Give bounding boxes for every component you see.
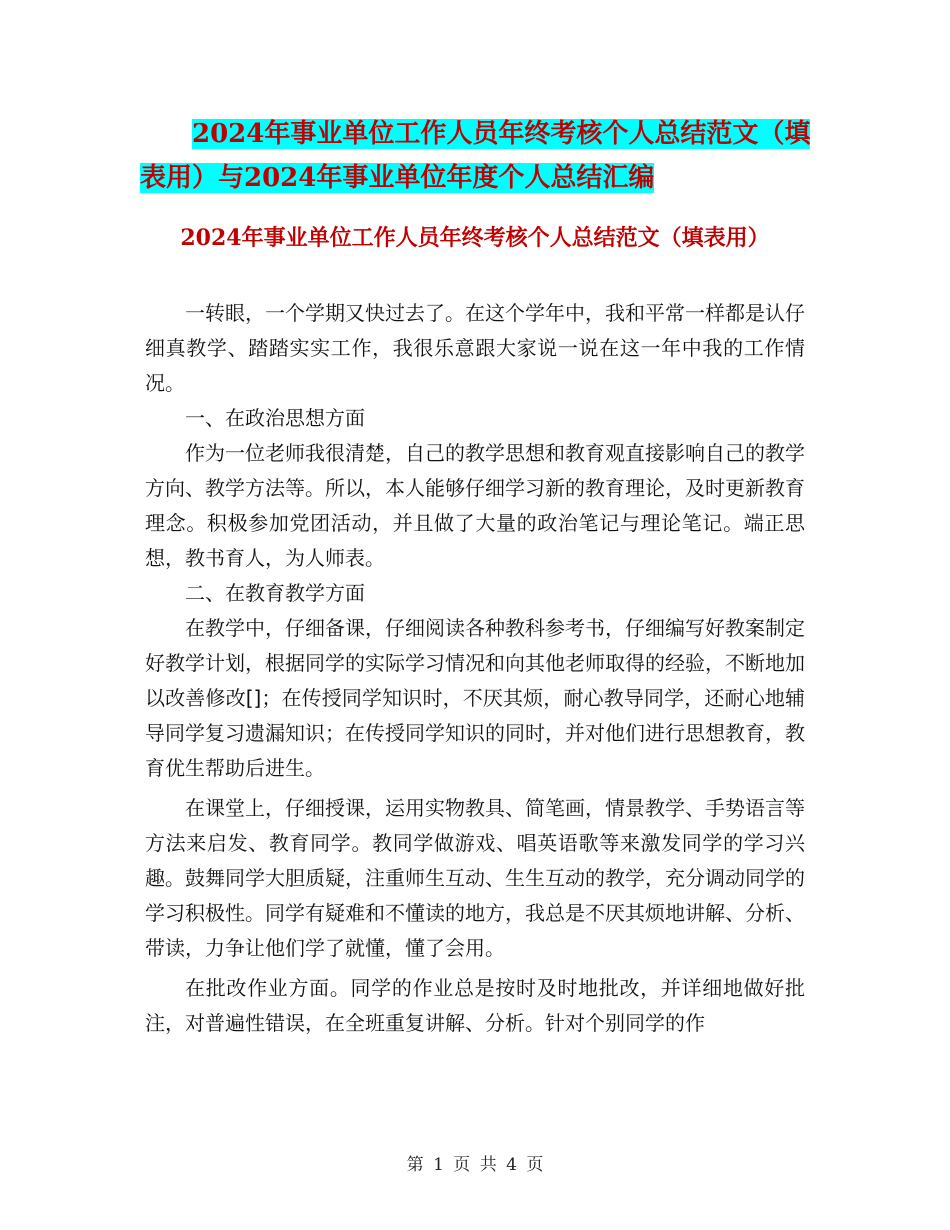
page-number-footer: 第 1 页 共 4 页 <box>406 1155 544 1175</box>
main-title-line-2: 表用）与2024年事业单位年度个人总结汇编 <box>140 163 655 193</box>
paragraph: 在课堂上，仔细授课，运用实物教具、简笔画，情景教学、手势语言等方法来启发、教育同学。教同学做游戏、唱英语歌等来激发同学的学习兴趣。鼓舞同学大胆质疑，注重师生互动、生生互动的教学，充分调动同学的学习积极性。同学有疑难和不懂读的地方，我总是不厌其烦地讲解、分析、带读，力争让他们学了就懂，懂了会用。 <box>145 796 805 960</box>
body-text <box>145 296 805 1041</box>
main-title <box>140 112 820 200</box>
main-title-line-1: 2024年事业单位工作人员年终考核个人总结范文（填 <box>192 119 811 149</box>
paragraph: 一转眼，一个学期又快过去了。在这个学年中，我和平常一样都是认仔细真教学、踏踏实实工作，我很乐意跟大家说一说在这一年中我的工作情况。 <box>145 301 805 395</box>
paragraph: 在教学中，仔细备课，仔细阅读各种教科参考书，仔细编写好教案制定好教学计划，根据同学的实际学习情况和向其他老师取得的经验，不断地加以改善修改[]；在传授同学知识时，不厌其烦，耐心教导同学，还耐心地辅导同学复习遗漏知识；在传授同学知识的同时，并对他们进行思想教育，教育优生帮助后进生。 <box>145 616 805 780</box>
paragraph: 作为一位老师我很清楚，自己的教学思想和教育观直接影响自己的教学方向、教学方法等。所以，本人能够仔细学习新的教育理论，及时更新教育理念。积极参加党团活动，并且做了大量的政治笔记与理论笔记。端正思想，教书育人，为人师表。 <box>145 441 805 570</box>
section-heading: 二、在教育教学方面 <box>185 581 365 605</box>
section-title: 2024年事业单位工作人员年终考核个人总结范文（填表用） <box>180 225 770 251</box>
section-heading: 一、在政治思想方面 <box>185 406 365 430</box>
paragraph: 在批改作业方面。同学的作业总是按时及时地批改，并详细地做好批注，对普遍性错误，在全班重复讲解、分析。针对个别同学的作 <box>145 976 805 1035</box>
